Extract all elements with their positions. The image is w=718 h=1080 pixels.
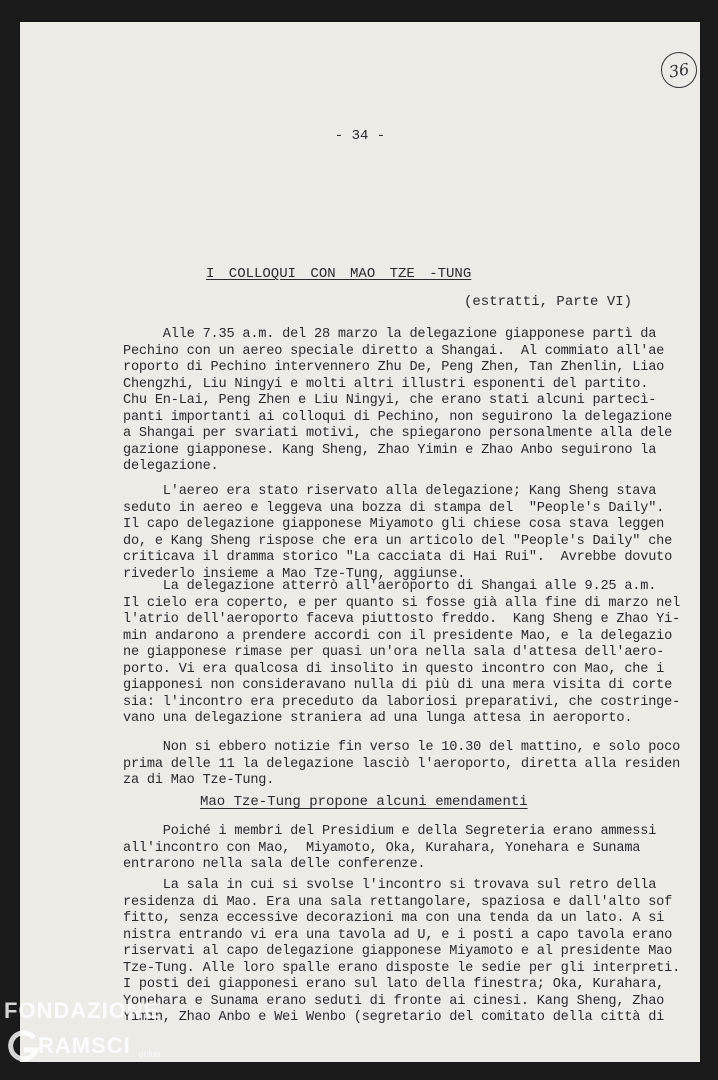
document-subtitle: (estratti, Parte VI) bbox=[464, 294, 633, 310]
paragraph-6: La sala in cui si svolse l'incontro si trovava sul retro della residenza di Mao. Era una sala rettangolare, spaziosa e dall'alto sof fitto, senza eccessive decorazioni ma con una tenda da un lato. A si nistra entrando vi era una tavola ad U, e i posti a capo tavola erano riservati al capo delegazione giapponese Miyamoto e al presidente Mao Tze-Tung. Alle loro spalle erano disposte le sedie per gli interpreti. I posti dei giapponesi erano sul lato della finestra; Oka, Kurahara, Yonehara e Sunama erano seduti di fronte ai cinesi. Kang Sheng, Zhao Yimin, Zhao Anbo e Wei Wenbo (segretario del comitato della città di bbox=[123, 878, 681, 1025]
paragraph-3: La delegazione atterrò all'aeroporto di Shangai alle 9.25 a.m. Il cielo era coperto, e per quanto si fosse già alla fine di marzo nel l'atrio dell'aeroporto faceva piuttosto freddo. Kang Sheng e Zhao Yi- min andarono a prendere accordi con il presidente Mao, e la delegazio ne giapponese rimase per quasi un'ora nella sala d'attesa dell'aero- porto. Vi era qualcosa di insolito in questo incontro con Mao, che i giapponesi non consideravano nulla di più di una mera visita di corte sia: l'incontro era preceduto da laboriosi preparativi, che costringe- vano una delegazione straniera ad una lunga attesa in aeroporto. bbox=[123, 579, 681, 726]
watermark-line-2: RAMSCI bbox=[38, 1033, 131, 1058]
page-number: - 34 - bbox=[334, 128, 386, 144]
fondazione-gramsci-watermark bbox=[4, 1000, 160, 1066]
handwritten-page-number: 36 bbox=[658, 49, 700, 91]
section-heading: Mao Tze-Tung propone alcuni emendamenti bbox=[200, 794, 528, 810]
watermark-line-1: FONDAZIONE bbox=[4, 998, 160, 1023]
paragraph-1: Alle 7.35 a.m. del 28 marzo la delegazione giapponese partì da Pechino con un aereo speciale diretto a Shangai. Al commiato all'ae roporto di Pechino intervennero Zhu De, Peng Zhen, Tan Zhenlin, Liao Chengzhi, Liu Ningyi e molti altri illustri esponenti del partito. Chu En-Lai, Peng Zhen e Liu Ningyi, che erano stati alcuni partecì- panti importanti ai colloqui di Pechino, non seguirono la delegazione a Shangai per svariati motivi, che spiegarono personalmente alla dele gazione giapponese. Kang Sheng, Zhao Yimin e Zhao Anbo seguirono la delegazione. bbox=[123, 327, 673, 474]
watermark-subtext: onlus bbox=[138, 1048, 161, 1059]
paragraph-5: Poiché i membri del Presidium e della Segreteria erano ammessi all'incontro con Mao, Miyamoto, Oka, Kurahara, Yonehara e Sunama entrarono nella sala delle conferenze. bbox=[123, 824, 657, 872]
document-page bbox=[20, 22, 700, 1062]
paragraph-2: L'aereo era stato riservato alla delegazione; Kang Sheng stava seduto in aereo e leggeva una bozza di stampa del "People's Daily". Il capo delegazione giapponese Miyamoto gli chiese cosa stava leggen do, e Kang Sheng rispose che era un articolo del "People's Daily" che criticava il dramma storico "La cacciata di Hai Rui". Avrebbe dovuto rivederlo insieme a Mao Tze-Tung, aggiunse. bbox=[123, 484, 673, 582]
document-title: I COLLOQUI CON MAO TZE -TUNG bbox=[206, 266, 472, 282]
paragraph-4: Non si ebbero notizie fin verso le 10.30 del mattino, e solo poco prima delle 11 la delegazione lasciò l'aeroporto, diretta alla residen za di Mao Tze-Tung. bbox=[123, 740, 681, 788]
